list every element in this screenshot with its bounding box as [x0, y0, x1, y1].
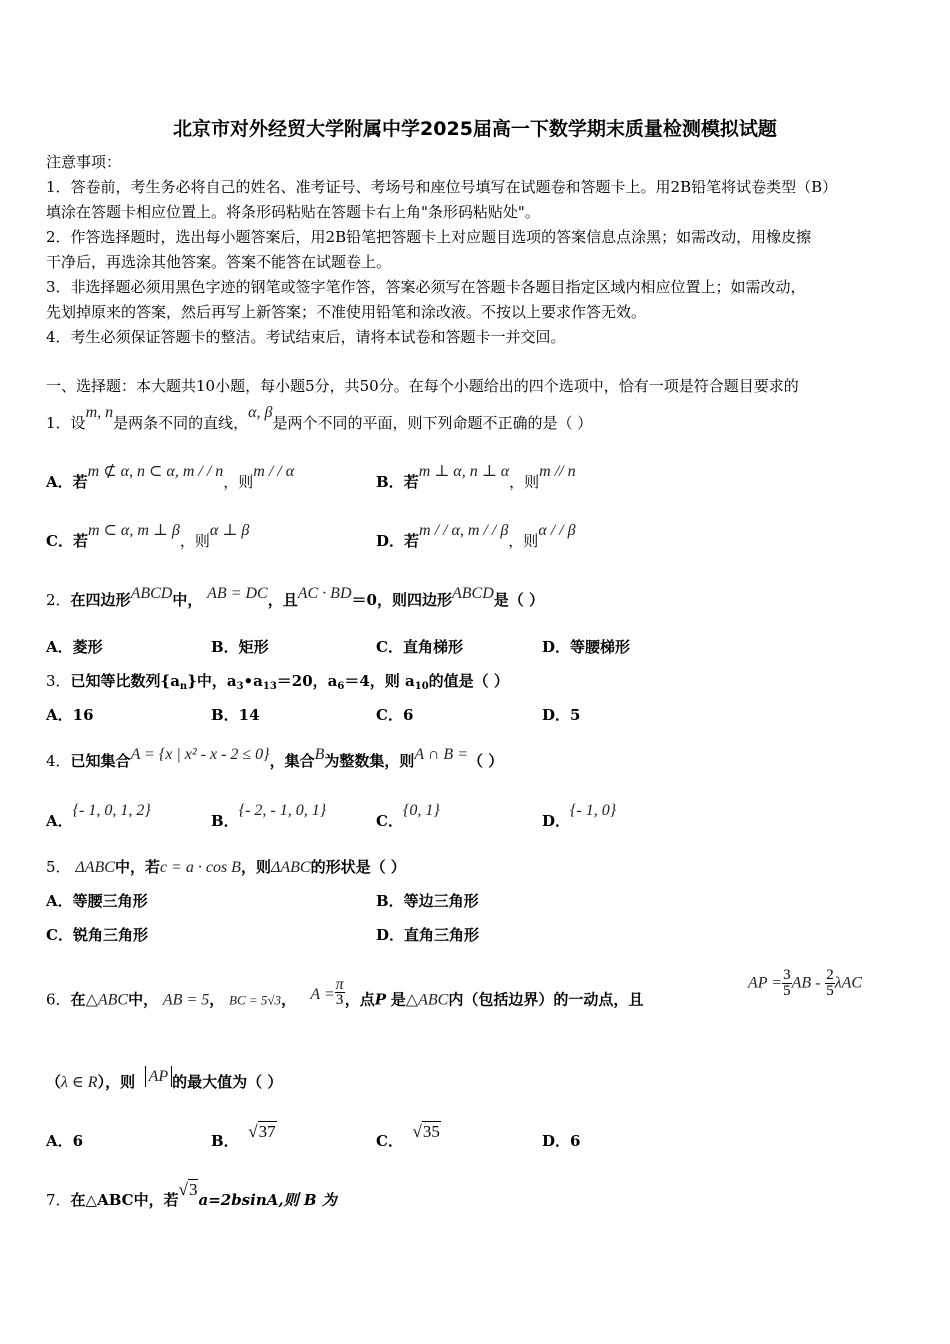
radicand: 37 [258, 1122, 276, 1141]
math-expr: λAC [834, 974, 863, 992]
math-expr: m ⊂ α, m ⊥ β [87, 522, 180, 539]
math-expr: ABCD [130, 585, 173, 602]
math-expr: {- 1, 0} [570, 802, 617, 819]
notice-line: 3．非选择题必须用黑色字迹的钢笔或签字笔作答，答案必须写在答题卡各题目指定区域内相应位置上；如需改动， [46, 278, 806, 296]
option-a [46, 463, 295, 493]
subscript: 3 [236, 681, 244, 692]
math-expr: α / / β [538, 522, 576, 539]
page-title: 北京市对外经贸大学附属中学2025届高一下数学期末质量检测模拟试题 [173, 118, 777, 140]
option-text: ，则 [508, 532, 539, 550]
subscript: 13 [262, 681, 277, 692]
math-expr: {- 2, - 1, 0, 1} [238, 802, 327, 819]
question-text: 在△ABC中，若 [70, 1191, 179, 1209]
question-1 [46, 404, 593, 434]
question-text: ， [281, 990, 297, 1009]
option-label: D． [542, 812, 571, 830]
fraction-denominator: 3 [335, 992, 344, 1008]
question-text: ，且 [267, 591, 298, 609]
question-text: 中，若 [114, 858, 160, 876]
option-label: A． [46, 473, 73, 491]
math-expr: m ⊄ α, n ⊂ α, m / / n [87, 463, 224, 480]
option-a: A．等腰三角形 [46, 892, 148, 910]
question-text: 是 [390, 990, 406, 1009]
question-text: （ [46, 1073, 62, 1091]
section-heading: 一、选择题：本大题共10小题，每小题5分，共50分。在每个小题给出的四个选项中，恰有一项是符合题目要求的 [46, 377, 799, 395]
math-expr: AB - [791, 974, 821, 992]
math-expr: BC = 5√3 [229, 992, 282, 1008]
option-label: B． [211, 1132, 239, 1150]
math-expr: λ ∈ R [61, 1074, 98, 1091]
question-text: 是两个不同的平面，则下列命题不正确的是（ ） [272, 414, 593, 432]
question-text: 设 [70, 414, 86, 432]
option-a: A．16 [46, 706, 94, 724]
option-d: D．直角三角形 [376, 926, 480, 944]
radicand: 35 [422, 1122, 440, 1141]
question-text: 中， [128, 990, 159, 1009]
question-text: 的形状是（ ） [310, 858, 406, 876]
math-expr: AC · BD [297, 585, 352, 602]
fraction [335, 977, 345, 1008]
question-text: 已知集合 [70, 752, 131, 770]
math-expr: m, n [85, 404, 114, 421]
fraction-numerator: π [335, 976, 344, 993]
option-label: C． [376, 812, 403, 830]
math-expr: ΔABC [75, 859, 115, 876]
math-expr: m ⊥ α, n ⊥ α [418, 463, 510, 480]
math-expr: AP = [748, 974, 783, 992]
math-expr: m / / α, m / / β [419, 522, 509, 539]
option-text: ，则 [179, 532, 210, 550]
question-text: 是两条不同的直线， [113, 414, 249, 432]
math-expr: m / / α [253, 463, 295, 480]
option-b [211, 1122, 277, 1151]
option-text: 若 [403, 473, 419, 491]
question-6 [46, 976, 644, 1016]
question-text: a=2bsinA,则 B 为 [198, 1191, 337, 1209]
notice-heading: 注意事项： [46, 153, 122, 171]
question-text: ， [209, 990, 225, 1009]
question-number: 6． [46, 990, 71, 1009]
question-4 [46, 746, 504, 772]
notice-line: 4．考生必须保证答题卡的整洁。考试结束后，请将本试卷和答题卡一并交回。 [46, 328, 566, 346]
option-d [376, 522, 576, 552]
question-text: }中，a [187, 672, 237, 690]
question-text: ＝4，则 a [344, 672, 415, 690]
question-2 [46, 585, 544, 611]
question-text: ，集合 [269, 752, 315, 770]
math-expr: m // n [539, 463, 576, 480]
fraction [825, 968, 835, 999]
option-label: C． [376, 1132, 403, 1150]
option-text: 若 [72, 532, 88, 550]
question-text: ＝20，a [276, 672, 338, 690]
fraction-numerator: 3 [783, 967, 791, 983]
question-number: 5． [46, 858, 71, 876]
option-label: B． [376, 473, 404, 491]
option-c: C．直角梯形 [376, 638, 463, 656]
question-7 [46, 1180, 337, 1210]
sqrt-expr: √35 [412, 1122, 440, 1141]
math-expr: AB = 5 [162, 991, 210, 1009]
option-c [376, 802, 440, 832]
question-number: 1． [46, 414, 71, 432]
question-text: ），则 [97, 1073, 136, 1091]
notice-line: 填涂在答题卡相应位置上。将条形码粘贴在答题卡右上角"条形码粘贴处"。 [46, 203, 540, 221]
option-text: 若 [72, 473, 88, 491]
option-b: B．等边三角形 [376, 892, 479, 910]
option-b: B．14 [211, 706, 260, 724]
question-text: 已知等比数列{a [70, 672, 180, 690]
math-expr: c = a · cos B [159, 859, 241, 876]
option-c [46, 522, 250, 552]
fraction-denominator: 5 [783, 983, 791, 999]
option-label: A． [46, 812, 73, 830]
option-label: C． [46, 532, 73, 550]
option-a: A．6 [46, 1132, 84, 1150]
option-text: 若 [404, 532, 420, 550]
question-text: 内（包括边界）的一动点，且 [448, 990, 644, 1009]
option-text: ，则 [509, 473, 540, 491]
question-number: 7． [46, 1191, 71, 1209]
subscript: n [179, 681, 188, 692]
question-text: 中， [172, 591, 203, 609]
question-text: 在四边形 [70, 591, 131, 609]
option-d: D．6 [542, 1132, 581, 1150]
question-text: 的最大值为（ ） [172, 1073, 283, 1091]
math-expr: △ABC [85, 991, 129, 1009]
math-expr: △ABC [405, 991, 449, 1009]
option-c [376, 1122, 441, 1151]
math-expr: ΔABC [270, 859, 311, 876]
question-number: 3． [46, 672, 71, 690]
math-expr: A ∩ B = [414, 746, 468, 763]
fraction [782, 968, 792, 999]
math-expr: AB = DC [207, 585, 268, 602]
question-3 [46, 671, 509, 697]
option-d: D．5 [542, 706, 581, 724]
sqrt-expr: √3 [178, 1180, 198, 1199]
notice-line: 先划掉原来的答案，然后再写上新答案；不准使用铅笔和涂改液。不按以上要求作答无效。 [46, 303, 647, 321]
option-c: C．6 [376, 706, 414, 724]
math-expr: B [314, 746, 325, 763]
question-number: 4． [46, 752, 71, 770]
fraction-denominator: 5 [826, 983, 834, 999]
vector-equation [748, 968, 862, 999]
option-label: B． [211, 812, 239, 830]
question-text: ＝0，则四边形 [351, 591, 452, 609]
option-b [376, 463, 576, 493]
radicand: 3 [188, 1180, 198, 1199]
question-text: 是（ ） [493, 591, 544, 609]
question-5 [46, 857, 406, 878]
fraction-numerator: 2 [826, 967, 834, 983]
subscript: 10 [414, 681, 429, 692]
question-text: 在 [70, 990, 86, 1009]
question-text: •a [243, 672, 263, 690]
math-expr: {0, 1} [402, 802, 440, 819]
question-text: 的值是（ ） [428, 672, 509, 690]
option-text: ，则 [223, 473, 254, 491]
option-a: A．菱形 [46, 638, 103, 656]
question-text: 为整数集，则 [324, 752, 415, 770]
math-expr: A = {x | x² - x - 2 ≤ 0} [130, 746, 270, 763]
notice-line: 1．答卷前，考生务必将自己的姓名、准考证号、考场号和座位号填写在试题卷和答题卡上。用2B铅笔将试卷类型（B） [46, 178, 838, 196]
math-expr: α, β [248, 404, 273, 421]
option-c: C．锐角三角形 [46, 926, 148, 944]
question-text: ，点 [344, 990, 375, 1009]
option-a [46, 802, 151, 832]
notice-line: 2．作答选择题时，选出每小题答案后，用2B铅笔把答题卡上对应题目选项的答案信息点涂黑；如需改动，用橡皮擦 [46, 228, 812, 246]
point-label: P [374, 990, 386, 1009]
subscript: 6 [337, 681, 345, 692]
math-expr: α ⊥ β [209, 522, 250, 539]
question-6-cont [46, 1068, 283, 1093]
option-label: D． [376, 532, 405, 550]
question-text: ，则 [240, 858, 271, 876]
math-expr: {- 1, 0, 1, 2} [72, 802, 151, 819]
option-d: D．等腰梯形 [542, 638, 631, 656]
math-expr: A = [310, 985, 335, 1003]
option-b [211, 802, 327, 832]
notice-line: 干净后，再选涂其他答案。答案不能答在试题卷上。 [46, 253, 392, 271]
question-text: （ ） [468, 752, 504, 770]
question-number: 2． [46, 591, 71, 609]
option-d [542, 802, 617, 832]
math-expr: AP [145, 1066, 173, 1087]
math-expr: ABCD [451, 585, 494, 602]
sqrt-expr: √37 [248, 1122, 276, 1141]
option-b: B．矩形 [211, 638, 269, 656]
